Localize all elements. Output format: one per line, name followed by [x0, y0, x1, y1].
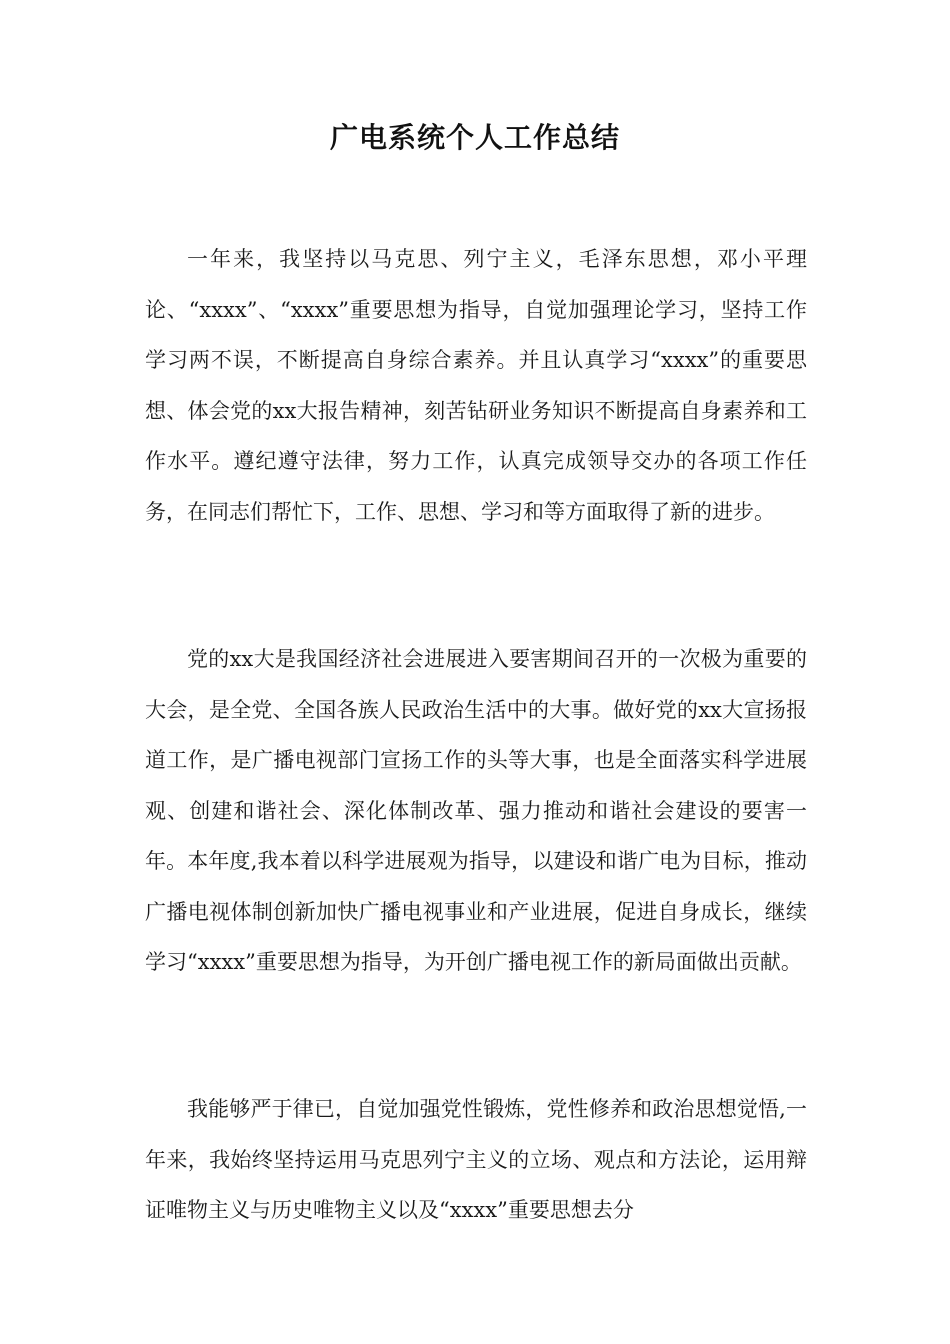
paragraph-2: 党的xx大是我国经济社会进展进入要害期间召开的一次极为重要的大会，是全党、全国各族人民政治生活中的大事。做好党的xx大宣扬报道工作，是广播电视部门宣扬工作的头等大事，也是全面落实科学进展观、创建和谐社会、深化体制改革、强力推动和谐社会建设的要害一年。本年度,我本着以科学进展观为指导，以建设和谐广电为目标，推动广播电视体制创新加快广播电视事业和产业进展，促进自身成长，继续学习“xxxx”重要思想为指导，为开创广播电视工作的新局面做出贡献。: [145, 647, 807, 974]
document-title: 广电系统个人工作总结: [329, 121, 620, 154]
paragraph-3: 我能够严于律已，自觉加强党性锻炼，党性修养和政治思想觉悟,一年来，我始终坚持运用马克思列宁主义的立场、观点和方法论，运用辩证唯物主义与历史唯物主义以及“xxxx”重要思想去分: [145, 1097, 807, 1222]
paragraph-1: 一年来，我坚持以马克思、列宁主义，毛泽东思想，邓小平理论、“xxxx”、“xxxx”重要思想为指导，自觉加强理论学习，坚持工作学习两不误，不断提高自身综合素养。并且认真学习“xxxx”的重要思想、体会党的xx大报告精神，刻苦钻研业务知识不断提高自身素养和工作水平。遵纪遵守法律，努力工作，认真完成领导交办的各项工作任务，在同志们帮忙下，工作、思想、学习和等方面取得了新的进步。: [145, 247, 807, 524]
